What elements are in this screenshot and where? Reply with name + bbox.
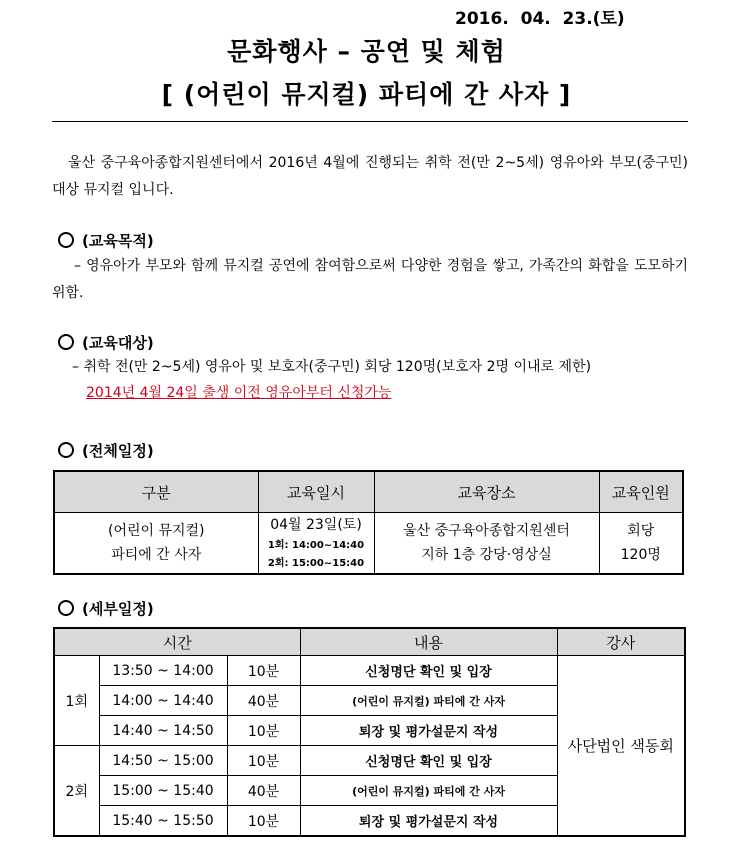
column-header: 구분 [54, 471, 258, 513]
duration-cell: 40분 [227, 686, 300, 716]
content-cell: (어린이 뮤지컬) 파티에 간 사자 [300, 686, 557, 716]
time-cell: 15:00 ~ 15:40 [99, 776, 227, 806]
content-cell: (어린이 뮤지컬) 파티에 간 사자 [300, 776, 557, 806]
detail-schedule-heading [58, 598, 154, 619]
table-row [54, 656, 685, 686]
program-name-line: (어린이 뮤지컬) [107, 523, 205, 539]
overall-schedule-heading [58, 440, 154, 461]
column-header: 교육일시 [258, 471, 374, 513]
capacity-line: 회당 [627, 523, 655, 539]
target-text: – 취학 전(만 2~5세) 영유아 및 보호자(중구민) 회당 120명(보호자 2명 이내로 제한) [72, 359, 592, 375]
document-subtitle: [ (어린이 뮤지컬) 파티에 간 사자 ] [161, 80, 572, 109]
event-date: 04월 23일(토) [270, 517, 362, 533]
place-line: 지하 1층 강당·영상실 [421, 547, 552, 563]
bullet-circle-icon [58, 600, 74, 616]
purpose-heading [58, 230, 154, 251]
place-cell [374, 513, 599, 575]
overall-schedule-table [53, 470, 684, 575]
capacity-cell [599, 513, 683, 575]
target-heading-label: (교육대상) [82, 334, 154, 352]
time-cell: 14:00 ~ 14:40 [99, 686, 227, 716]
overall-heading-label: (전체일정) [82, 442, 154, 460]
duration-cell: 10분 [227, 806, 300, 837]
column-header: 시간 [54, 628, 300, 656]
time-cell: 14:50 ~ 15:00 [99, 746, 227, 776]
content-cell: 퇴장 및 평가설문지 작성 [300, 716, 557, 746]
duration-cell: 10분 [227, 716, 300, 746]
bullet-circle-icon [58, 442, 74, 458]
time-cell: 14:40 ~ 14:50 [99, 716, 227, 746]
place-line: 울산 중구육아종합지원센터 [403, 523, 570, 539]
session-time: 2회: 15:00~15:40 [267, 558, 365, 569]
document-title: 문화행사 – 공연 및 체험 [227, 37, 506, 66]
date-cell [258, 513, 374, 575]
detail-schedule-table [53, 627, 686, 837]
column-header: 교육인원 [599, 471, 683, 513]
time-cell: 15:40 ~ 15:50 [99, 806, 227, 837]
detail-heading-label: (세부일정) [82, 600, 154, 618]
column-header: 교육장소 [374, 471, 599, 513]
purpose-text: – 영유아가 부모와 함께 뮤지컬 공연에 참여함으로써 다양한 경험을 쌓고, 가족간의 화합을 도모하기 위함. [52, 258, 688, 301]
table-header-row [54, 471, 683, 513]
column-header: 내용 [300, 628, 557, 656]
time-cell: 13:50 ~ 14:00 [99, 656, 227, 686]
capacity-line: 120명 [620, 547, 661, 563]
target-heading [58, 332, 154, 353]
document-date: 2016. 04. 23.(토) [455, 9, 625, 29]
intro-paragraph: 울산 중구육아종합지원센터에서 2016년 4월에 진행되는 취학 전(만 2~5세) 영유아와 부모(중구민) 대상 뮤지컬 입니다. [52, 155, 688, 198]
table-header-row [54, 628, 685, 656]
session-label-cell: 1회 [54, 656, 99, 746]
session-time: 1회: 14:00~14:40 [267, 540, 365, 551]
content-cell: 신청명단 확인 및 입장 [300, 746, 557, 776]
instructor-cell: 사단법인 색동회 [557, 656, 685, 837]
program-name-cell [54, 513, 258, 575]
duration-cell: 10분 [227, 656, 300, 686]
target-eligibility-note: 2014년 4월 24일 출생 이전 영유아부터 신청가능 [86, 385, 392, 401]
bullet-circle-icon [58, 334, 74, 350]
program-name-line: 파티에 간 사자 [111, 547, 202, 563]
bullet-circle-icon [58, 232, 74, 248]
column-header: 강사 [557, 628, 685, 656]
duration-cell: 10분 [227, 746, 300, 776]
content-cell: 신청명단 확인 및 입장 [300, 656, 557, 686]
content-cell: 퇴장 및 평가설문지 작성 [300, 806, 557, 837]
purpose-heading-label: (교육목적) [82, 232, 154, 250]
title-divider [52, 121, 688, 122]
table-row [54, 513, 683, 575]
session-label-cell: 2회 [54, 746, 99, 837]
duration-cell: 40분 [227, 776, 300, 806]
